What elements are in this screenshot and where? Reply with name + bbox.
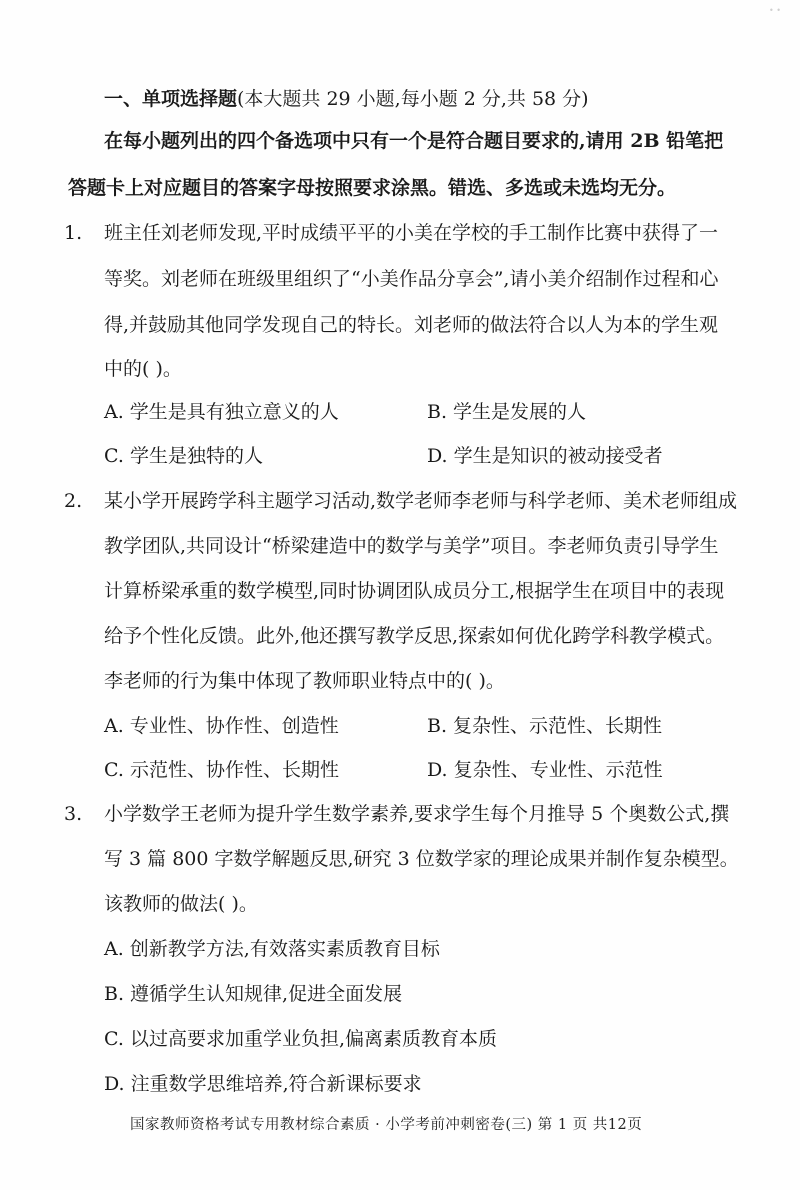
question-1-option-d[interactable]: D. 学生是知识的被动接受者	[427, 445, 663, 467]
question-3-option-b[interactable]: B. 遵循学生认知规律,促进全面发展	[104, 983, 403, 1005]
question-3-line-1: 小学数学王老师为提升学生数学素养,要求学生每个月推导 5 个奥数公式,撰	[104, 803, 730, 825]
question-3-number: 3.	[64, 803, 83, 825]
question-2-option-a[interactable]: A. 专业性、协作性、创造性	[104, 715, 339, 737]
question-2-line-1: 某小学开展跨学科主题学习活动,数学老师李老师与科学老师、美术老师组成	[104, 490, 738, 512]
question-1-line-3: 得,并鼓励其他同学发现自己的特长。刘老师的做法符合以人为本的学生观	[104, 314, 719, 336]
question-1-option-b[interactable]: B. 学生是发展的人	[427, 401, 587, 423]
question-3-line-2: 写 3 篇 800 字数学解题反思,研究 3 位数学家的理论成果并制作复杂模型。	[104, 848, 739, 870]
section-title-note: (本大题共 29 小题,每小题 2 分,共 58 分)	[237, 88, 589, 110]
question-1-option-c[interactable]: C. 学生是独特的人	[104, 445, 263, 467]
question-3-line-3: 该教师的做法( )。	[104, 893, 258, 915]
instructions-line-2: 答题卡上对应题目的答案字母按照要求涂黑。错选、多选或未选均无分。	[68, 177, 677, 199]
question-3-option-c[interactable]: C. 以过高要求加重学业负担,偏离素质教育本质	[104, 1028, 497, 1050]
question-1-number: 1.	[64, 222, 83, 244]
section-title-bold: 一、单项选择题	[104, 88, 238, 110]
section-title	[104, 84, 589, 111]
question-3-option-a[interactable]: A. 创新教学方法,有效落实素质教育目标	[104, 938, 440, 960]
question-2-option-c[interactable]: C. 示范性、协作性、长期性	[104, 759, 339, 781]
question-2-number: 2.	[64, 490, 83, 512]
corner-mark: • •	[769, 6, 781, 15]
question-3-option-d[interactable]: D. 注重数学思维培养,符合新课标要求	[104, 1073, 422, 1095]
question-2-line-2: 教学团队,共同设计“桥梁建造中的数学与美学”项目。李老师负责引导学生	[104, 535, 719, 557]
question-2-option-b[interactable]: B. 复杂性、示范性、长期性	[427, 715, 663, 737]
question-2-line-5: 李老师的行为集中体现了教师职业特点中的( )。	[104, 670, 505, 692]
page-footer: 国家教师资格考试专用教材综合素质 · 小学考前冲刺密卷(三) 第 1 页 共12页	[130, 1117, 643, 1133]
question-2-line-3: 计算桥梁承重的数学模型,同时协调团队成员分工,根据学生在项目中的表现	[104, 580, 725, 602]
instructions-line-1: 在每小题列出的四个备选项中只有一个是符合题目要求的,请用 2B 铅笔把	[104, 130, 724, 152]
question-1-line-4: 中的( )。	[104, 358, 182, 380]
question-2-option-d[interactable]: D. 复杂性、专业性、示范性	[427, 759, 663, 781]
question-1-line-2: 等奖。刘老师在班级里组织了“小美作品分享会”,请小美介绍制作过程和心	[104, 268, 719, 290]
question-1-option-a[interactable]: A. 学生是具有独立意义的人	[104, 401, 339, 423]
question-1-line-1: 班主任刘老师发现,平时成绩平平的小美在学校的手工制作比赛中获得了一	[104, 222, 719, 244]
question-2-line-4: 给予个性化反馈。此外,他还撰写教学反思,探索如何优化跨学科教学模式。	[104, 625, 725, 647]
